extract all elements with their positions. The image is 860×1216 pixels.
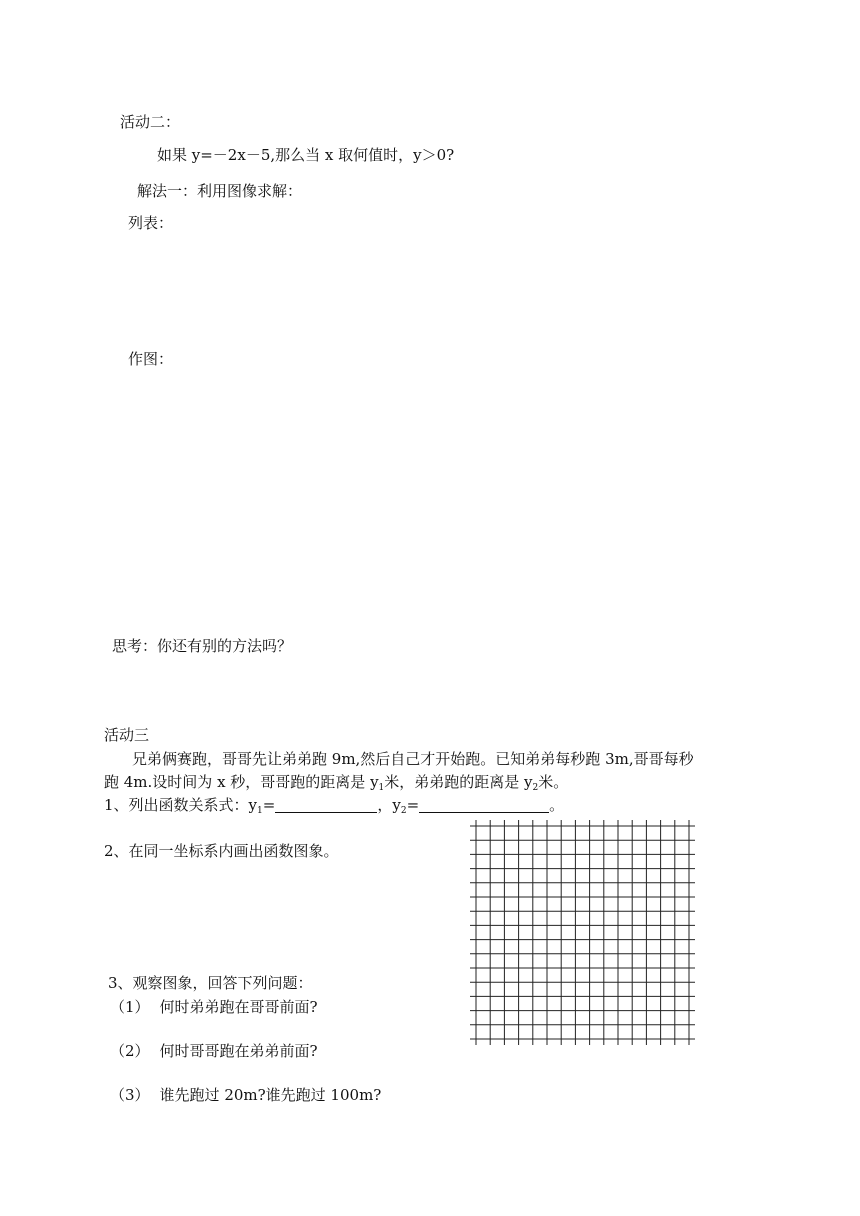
activity2-title: 活动二： [120, 113, 181, 131]
question-2: 2、在同一坐标系内画出函数图象。 [104, 842, 339, 860]
table-label: 列表： [128, 214, 174, 232]
coordinate-grid [470, 820, 695, 1045]
method1-label: 解法一：利用图像求解： [137, 182, 303, 200]
problem-line-2: 跑 4m.设时间为 x 秒，哥哥跑的距离是 $y_1$米，弟弟跑的距离是 $y_2$米。 [104, 773, 569, 793]
sub-question-3: （3） 谁先跑过 20m?谁先跑过 100m? [110, 1086, 382, 1104]
draw-label: 作图： [128, 350, 174, 368]
activity2-question: 如果 y=－2x－5,那么当 x 取何值时，y＞0? [157, 146, 455, 164]
sub-question-2: （2） 何时哥哥跑在弟弟前面? [110, 1042, 318, 1060]
y1-answer-blank[interactable] [275, 798, 377, 813]
problem-line-1: 兄弟俩赛跑，哥哥先让弟弟跑 9m,然后自己才开始跑。已知弟弟每秒跑 3m,哥哥每秒 [132, 750, 694, 768]
y2-answer-blank[interactable] [419, 798, 549, 813]
think-prompt: 思考：你还有别的方法吗？ [112, 637, 293, 655]
sub-question-1: （1） 何时弟弟跑在哥哥前面? [110, 998, 318, 1016]
question-1: 1、列出函数关系式：$y_1=$ ，$y_2=$ 。 [104, 796, 565, 816]
question-3: 3、观察图象，回答下列问题： [108, 974, 313, 992]
activity3-title: 活动三 [104, 726, 150, 744]
